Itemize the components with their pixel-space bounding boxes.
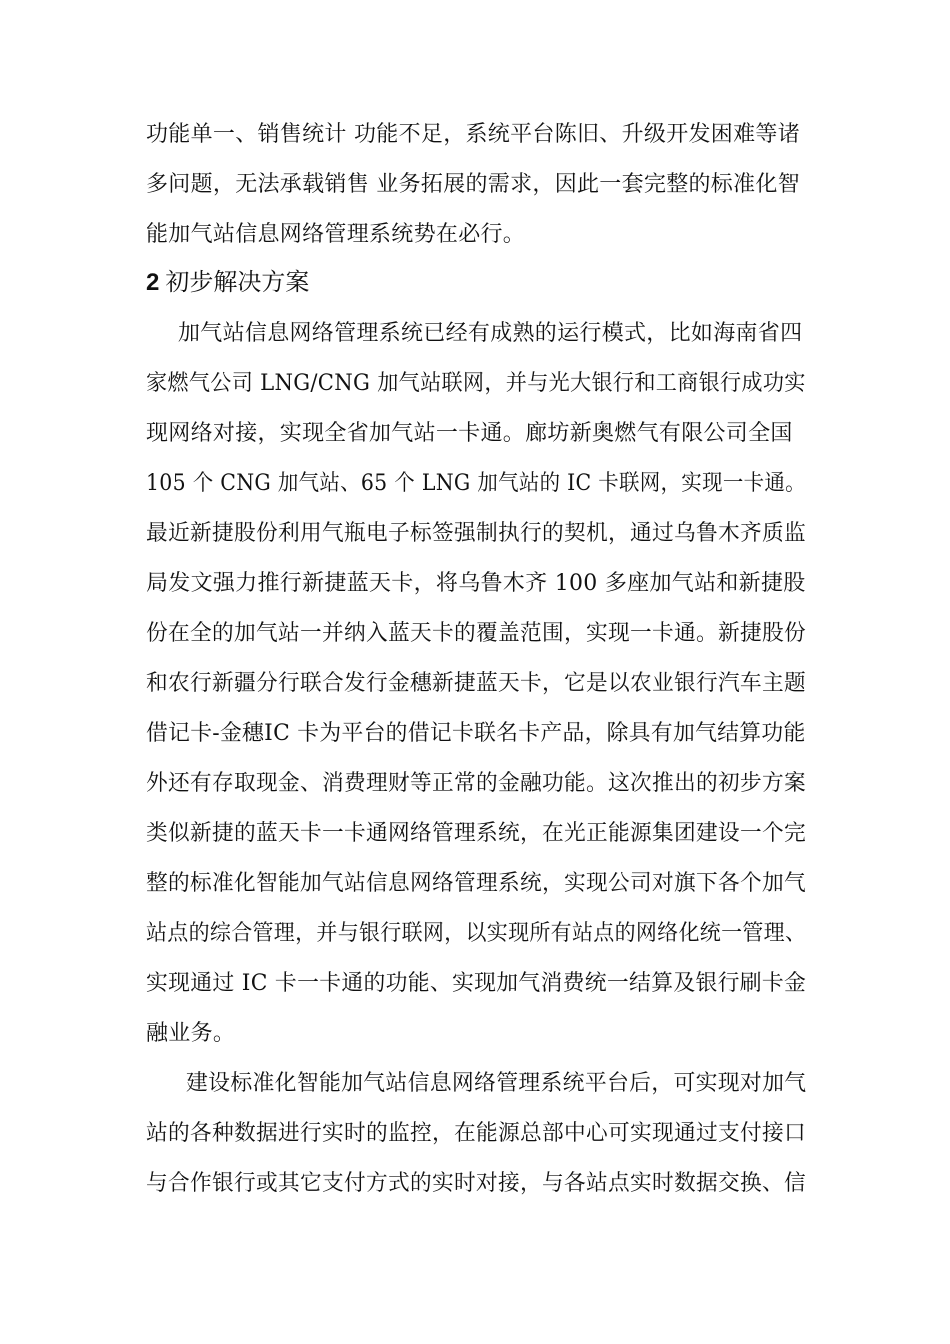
paragraph-line: 现网络对接，实现全省加气站一卡通。廊坊新奥燃气有限公司全国 [146, 421, 793, 446]
paragraph-line: 实现通过 IC 卡一卡通的功能、实现加气消费统一结算及银行刷卡金 [146, 971, 807, 996]
paragraph-line: 站的各种数据进行实时的监控，在能源总部中心可实现通过支付接口 [146, 1121, 806, 1146]
paragraph-line: 外还有存取现金、消费理财等正常的金融功能。这次推出的初步方案 [146, 771, 806, 796]
paragraph-line: 家燃气公司 LNG/CNG 加气站联网，并与光大银行和工商银行成功实 [146, 371, 806, 396]
paragraph-line: 能加气站信息网络管理系统势在必行。 [146, 222, 526, 247]
section-title: 初步解决方案 [165, 268, 310, 296]
section-heading [146, 266, 309, 298]
paragraph-line: 类似新捷的蓝天卡一卡通网络管理系统，在光正能源集团建设一个完 [146, 821, 806, 846]
paragraph-line: 与合作银行或其它支付方式的实时对接，与各站点实时数据交换、信 [146, 1171, 806, 1196]
paragraph-line: 局发文强力推行新捷蓝天卡，将乌鲁木齐 100 多座加气站和新捷股 [146, 571, 806, 596]
paragraph-line: 和农行新疆分行联合发行金穗新捷蓝天卡，它是以农业银行汽车主题 [146, 671, 806, 696]
paragraph-line: 多问题，无法承载销售 业务拓展的需求，因此一套完整的标准化智 [146, 172, 800, 197]
paragraph-line: 功能单一、销售统计 功能不足，系统平台陈旧、升级开发困难等诸 [146, 122, 800, 147]
paragraph-line: 加气站信息网络管理系统已经有成熟的运行模式，比如海南省四 [178, 321, 803, 346]
paragraph-line: 融业务。 [146, 1021, 236, 1046]
section-number: 2 [146, 269, 160, 296]
paragraph-line: 105 个 CNG 加气站、65 个 LNG 加气站的 IC 卡联网，实现一卡通。 [146, 471, 806, 496]
paragraph-line: 整的标准化智能加气站信息网络管理系统，实现公司对旗下各个加气 [146, 871, 806, 896]
paragraph-line: 建设标准化智能加气站信息网络管理系统平台后，可实现对加气 [186, 1071, 807, 1096]
paragraph-line: 借记卡-金穗IC 卡为平台的借记卡联名卡产品，除具有加气结算功能 [146, 721, 806, 746]
paragraph-line: 份在全的加气站一并纳入蓝天卡的覆盖范围，实现一卡通。新捷股份 [146, 621, 806, 646]
paragraph-line: 站点的综合管理，并与银行联网，以实现所有站点的网络化统一管理、 [146, 921, 807, 946]
paragraph-line: 最近新捷股份利用气瓶电子标签强制执行的契机，通过乌鲁木齐质监 [146, 521, 806, 546]
